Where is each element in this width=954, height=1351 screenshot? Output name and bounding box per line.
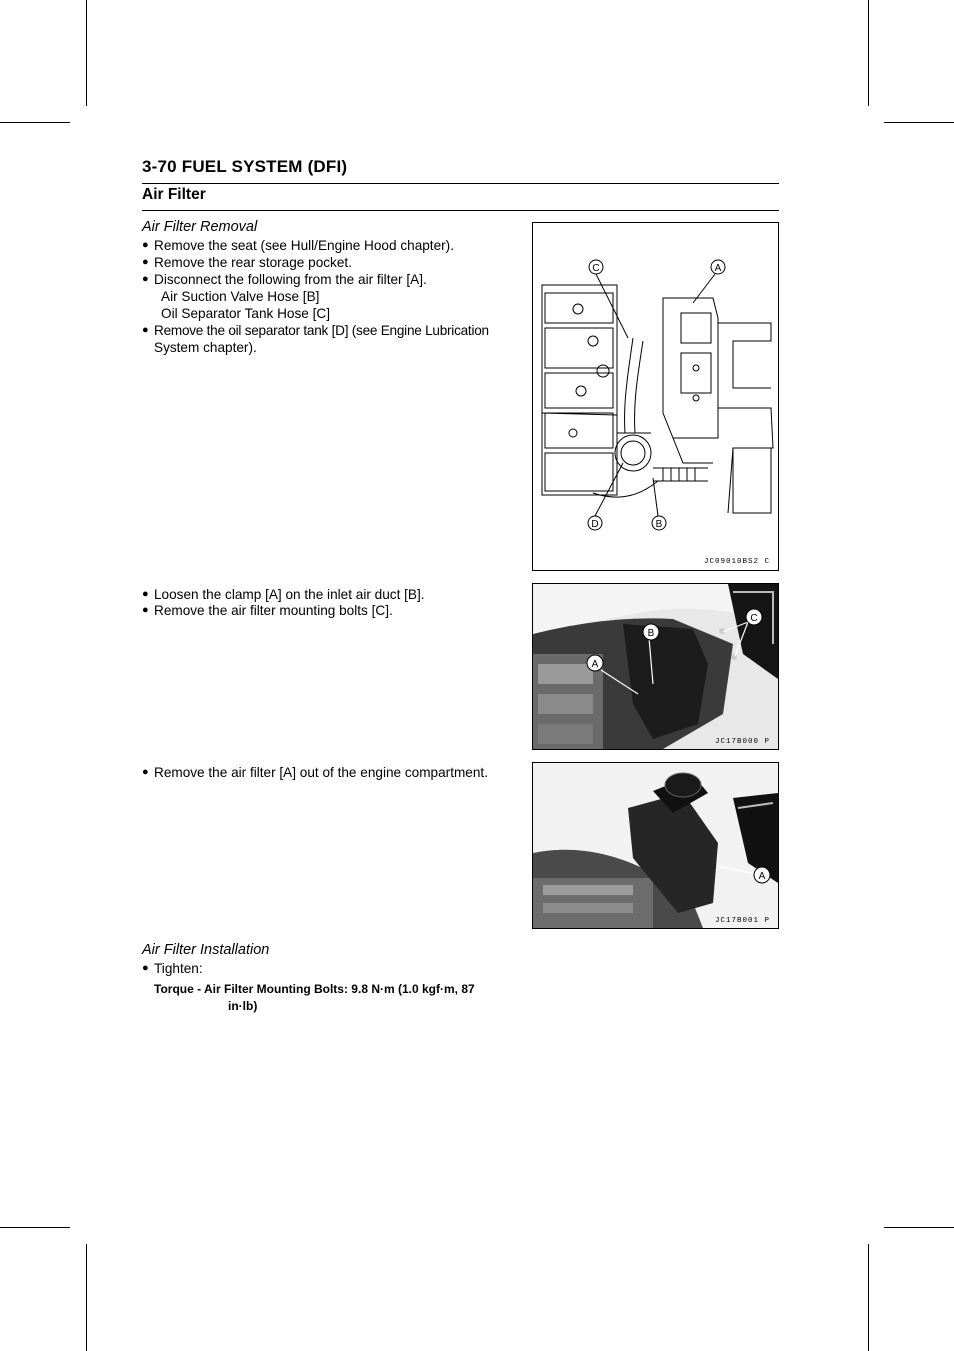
bullet: ● <box>142 273 149 285</box>
crop-mark <box>0 1227 70 1228</box>
step-text: Remove the air filter mounting bolts [C]. <box>154 603 393 618</box>
callout-label: C <box>750 613 758 624</box>
step-text: Loosen the clamp [A] on the inlet air duct [B]. <box>154 587 425 602</box>
bullet: ● <box>142 256 149 268</box>
bullet: ● <box>142 766 149 778</box>
figure-code: JC17B000 P <box>714 738 770 746</box>
callout-label: A <box>591 659 599 670</box>
section-rule <box>142 210 779 211</box>
step-text: Disconnect the following from the air filter [A]. <box>154 272 427 287</box>
header-rule <box>142 183 779 184</box>
crop-mark <box>868 0 869 106</box>
installation-subtitle: Air Filter Installation <box>142 942 270 958</box>
crop-mark <box>86 1244 87 1351</box>
hose-item: Air Suction Valve Hose [B] <box>161 289 320 304</box>
figure-photo-clamp <box>532 583 779 750</box>
torque-spec: Torque - Air Filter Mounting Bolts: 9.8 N·m (1.0 kgf·m, 87 <box>154 982 475 996</box>
section-title: Air Filter <box>142 186 206 203</box>
photo-clamp <box>533 584 778 749</box>
step-text: Remove the air filter [A] out of the engine compartment. <box>154 765 488 780</box>
page-title: 3-70 FUEL SYSTEM (DFI) <box>142 157 348 176</box>
callout-label: A <box>714 263 722 274</box>
bullet: ● <box>142 962 149 974</box>
figure-code: JC09010BS2 C <box>703 558 770 566</box>
bullet: ● <box>142 588 149 600</box>
callout-label: C <box>592 263 600 274</box>
callout-label: A <box>758 871 766 882</box>
figure-engine-diagram <box>532 222 779 571</box>
crop-mark <box>86 0 87 106</box>
step-text: System chapter). <box>154 340 257 355</box>
step-text: Remove the rear storage pocket. <box>154 255 352 270</box>
crop-mark <box>884 122 954 123</box>
callout-label: B <box>647 628 655 639</box>
crop-mark <box>884 1227 954 1228</box>
engine-drawing <box>533 223 778 570</box>
callout-label: B <box>655 519 663 530</box>
bullet: ● <box>142 604 149 616</box>
figure-photo-air-filter <box>532 762 779 929</box>
step-text: Remove the oil separator tank [D] (see Engine Lubrication <box>154 323 489 338</box>
removal-subtitle: Air Filter Removal <box>142 219 258 235</box>
photo-air-filter <box>533 763 778 928</box>
bullet: ● <box>142 324 149 336</box>
hose-item: Oil Separator Tank Hose [C] <box>161 306 330 321</box>
crop-mark <box>868 1244 869 1351</box>
torque-spec: in·lb) <box>228 999 258 1013</box>
step-text: Tighten: <box>154 961 203 976</box>
figure-code: JC17B001 P <box>714 917 770 925</box>
step-text: Remove the seat (see Hull/Engine Hood chapter). <box>154 238 454 253</box>
bullet: ● <box>142 239 149 251</box>
crop-mark <box>0 122 70 123</box>
callout-label: D <box>591 519 599 530</box>
